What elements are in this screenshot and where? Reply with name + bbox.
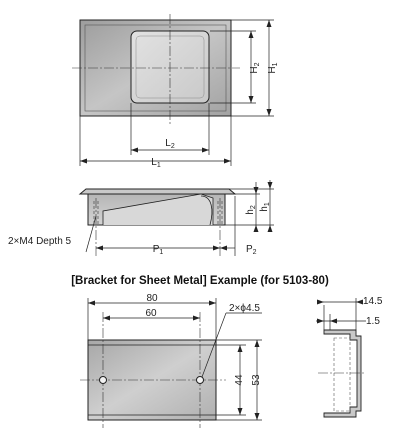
dim-53-arrow-bottom: [255, 413, 260, 420]
dim-14-5-arrow-right: [356, 300, 363, 305]
side-h1-arrow-top: [268, 182, 273, 189]
bracket-side-view: [316, 296, 383, 417]
side-view: [8, 180, 274, 258]
svg-text:H2: $H_2$: [249, 62, 261, 74]
bracket-front-view: [80, 293, 262, 428]
bracket-title: [Bracket for Sheet Metal] Example (for 5103-80): [71, 275, 329, 287]
p1-label: $P_1$: [152, 244, 164, 256]
svg-text:h2: $h_2$: [245, 205, 257, 215]
h1-arrow-top: [267, 20, 272, 27]
dim-44-label-wrap: [234, 374, 245, 386]
p1-arrow-left: [96, 246, 103, 251]
dim-60-arrow-right: [193, 316, 200, 321]
p1-arrow-right: [213, 246, 220, 251]
dim-80-arrow-right: [209, 301, 216, 306]
dim-14-5-arrow-left: [317, 300, 324, 305]
h1-arrow-bottom: [267, 109, 272, 116]
l1-arrow-right: [224, 159, 231, 164]
bracket-hidden-edge: [334, 338, 350, 411]
l2-label: $L_2$: [165, 138, 175, 150]
dim-60-label: 60: [145, 308, 157, 319]
dim-53-label: 53: [251, 374, 262, 386]
svg-text:H1: $H_1$: [267, 62, 279, 74]
dim-80-label: 80: [146, 293, 158, 304]
dim-80-arrow-left: [88, 301, 95, 306]
top-view: [72, 14, 279, 169]
hole-dia-label: 2×ϕ4.5: [229, 303, 260, 314]
dim-53-label-wrap: [251, 374, 262, 386]
side-h1-label: [259, 202, 271, 212]
dim-53-arrow-top: [255, 340, 260, 347]
dim-44-arrow-top: [238, 345, 243, 352]
p2-label: $P_2$: [246, 244, 257, 256]
side-h2-arrow-bottom: [254, 225, 259, 232]
bracket-hole-left: [100, 377, 107, 384]
p2-arrow: [220, 246, 227, 251]
l2-arrow-left: [131, 148, 138, 153]
h2-arrow-bottom: [249, 96, 254, 103]
dim-44-arrow-bottom: [238, 408, 243, 415]
h2-arrow-top: [249, 31, 254, 38]
dim-60-arrow-left: [103, 316, 110, 321]
hole-note: 2×M4 Depth 5: [8, 236, 72, 247]
dim-44-label: 44: [234, 374, 245, 386]
bracket-channel: [324, 330, 361, 417]
svg-text:h1: $h_1$: [259, 202, 271, 212]
dim-14-5-label: 14.5: [363, 296, 383, 307]
dim-1-5-label: 1.5: [366, 316, 380, 327]
dim-1-5-arrow-left: [317, 319, 324, 324]
l1-label: $L_1$: [151, 157, 161, 169]
l2-arrow-right: [202, 148, 209, 153]
side-h2-label: [245, 205, 257, 215]
bracket-hole-right: [197, 377, 204, 384]
side-h2-arrow-top: [254, 187, 259, 194]
side-h1-arrow-bottom: [268, 225, 273, 232]
l1-arrow-left: [80, 159, 87, 164]
dim-1-5-arrow-right: [330, 319, 337, 324]
handle-flange: [80, 189, 235, 194]
